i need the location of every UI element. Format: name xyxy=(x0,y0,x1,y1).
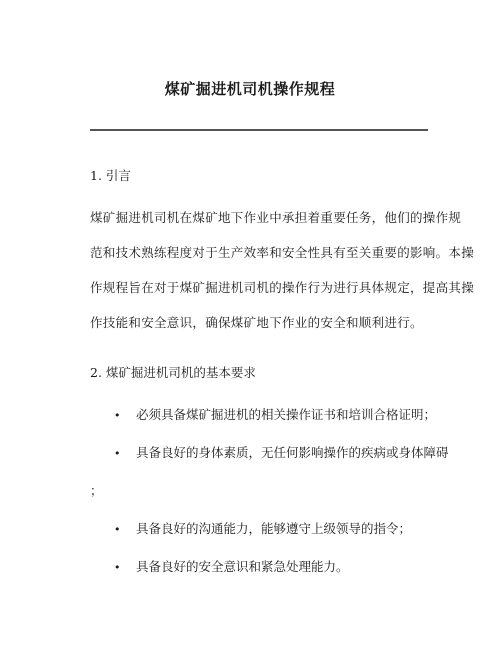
bullet-icon: • xyxy=(114,561,121,574)
title-divider xyxy=(90,129,428,131)
requirement-text: 必须具备煤矿掘进机的相关操作证书和培训合格证明； xyxy=(136,407,437,422)
wrapped-punctuation: ； xyxy=(90,483,103,498)
requirement-text: 具备良好的沟通能力，能够遵守上级领导的指令； xyxy=(136,521,412,536)
bullet-icon: • xyxy=(114,409,121,422)
requirement-list-item xyxy=(114,405,436,423)
requirement-text: 具备良好的安全意识和紧急处理能力。 xyxy=(136,559,349,574)
document-title: 煤矿掘进机司机操作规程 xyxy=(164,80,336,98)
section-2-heading: 2. 煤矿掘进机司机的基本要求 xyxy=(90,365,256,380)
requirement-list-item xyxy=(114,557,349,575)
intro-paragraph-line: 范和技术熟练程度对于生产效率和安全性具有至关重要的影响。本操 xyxy=(90,245,475,260)
requirement-list-item xyxy=(114,443,449,461)
requirement-list-item xyxy=(114,519,411,537)
intro-paragraph-line: 作规程旨在对于煤矿掘进机司机的操作行为进行具体规定，提高其操 xyxy=(90,280,475,295)
section-1-heading: 1. 引言 xyxy=(90,168,131,183)
intro-paragraph-line: 作技能和安全意识，确保煤矿地下作业的安全和顺利进行。 xyxy=(90,315,423,330)
intro-paragraph-line: 煤矿掘进机司机在煤矿地下作业中承担着重要任务，他们的操作规 xyxy=(90,210,462,225)
bullet-icon: • xyxy=(114,523,121,536)
requirement-text: 具备良好的身体素质，无任何影响操作的疾病或身体障碍 xyxy=(136,445,449,460)
bullet-icon: • xyxy=(114,447,121,460)
